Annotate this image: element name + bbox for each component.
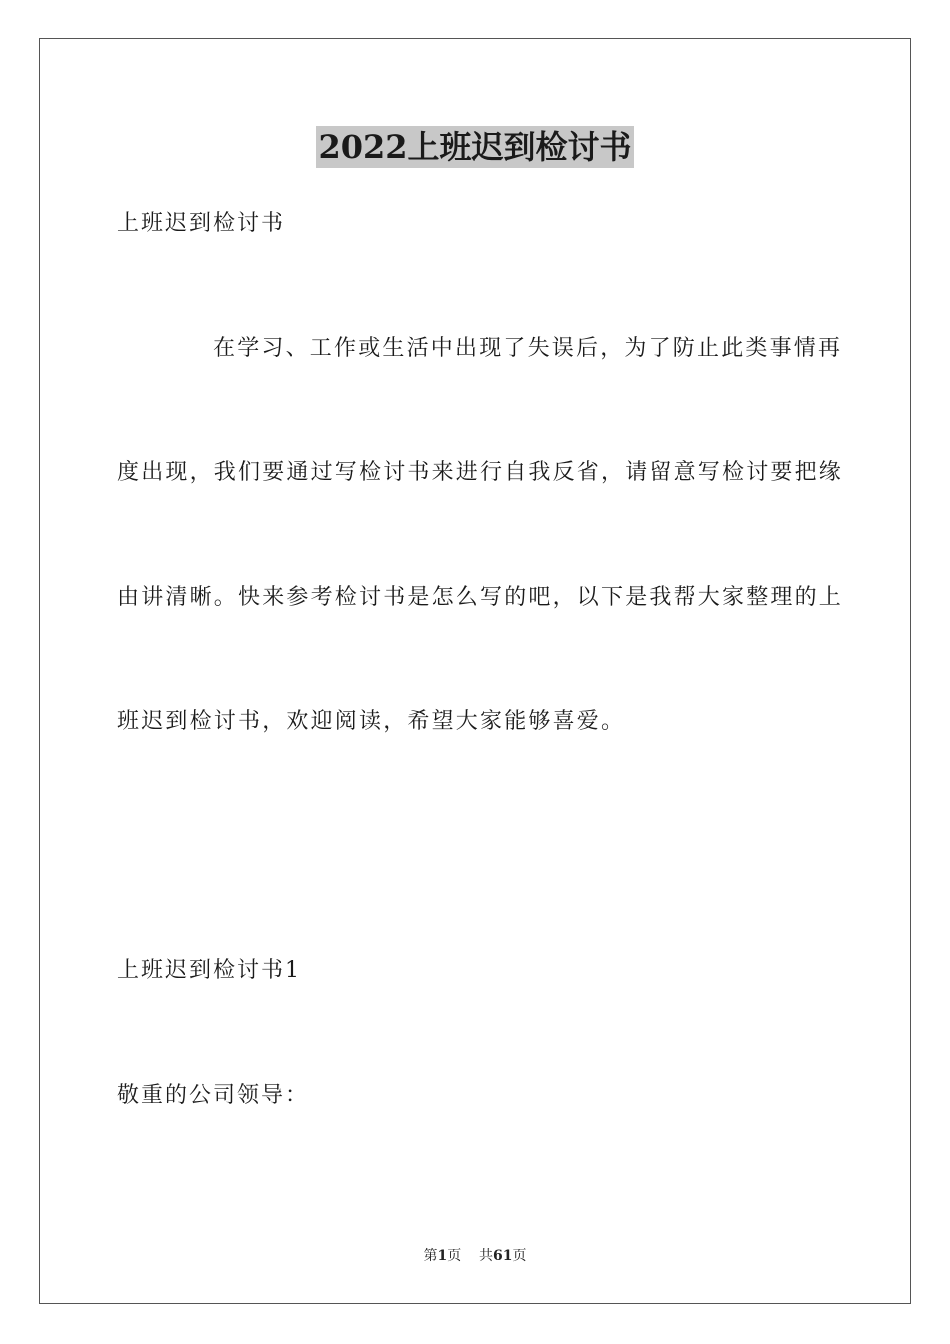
total-prefix: 共 [479, 1248, 494, 1264]
page-number: 1 [437, 1248, 448, 1264]
section-heading: 上班迟到检讨书1 [117, 958, 301, 983]
document-title: 2022上班迟到检讨书 [318, 128, 632, 166]
intro-line-3: 由讲清晰。快来参考检讨书是怎么写的吧，以下是我帮大家整理的上 [117, 585, 844, 610]
total-pages: 61 [493, 1248, 513, 1264]
total-suffix: 页 [512, 1248, 527, 1264]
intro-line-4: 班迟到检讨书，欢迎阅读，希望大家能够喜爱。 [117, 709, 626, 734]
page-footer [0, 1246, 950, 1266]
intro-line-1: 在学习、工作或生活中出现了失误后，为了防止此类事情再 [213, 336, 843, 361]
salutation: 敬重的公司领导： [117, 1083, 310, 1108]
intro-line-2: 度出现，我们要通过写检讨书来进行自我反省，请留意写检讨要把缘 [117, 460, 844, 485]
page-prefix: 第 [423, 1248, 438, 1264]
page-suffix: 页 [447, 1248, 462, 1264]
title-container [0, 126, 950, 168]
subtitle: 上班迟到检讨书 [117, 211, 286, 236]
